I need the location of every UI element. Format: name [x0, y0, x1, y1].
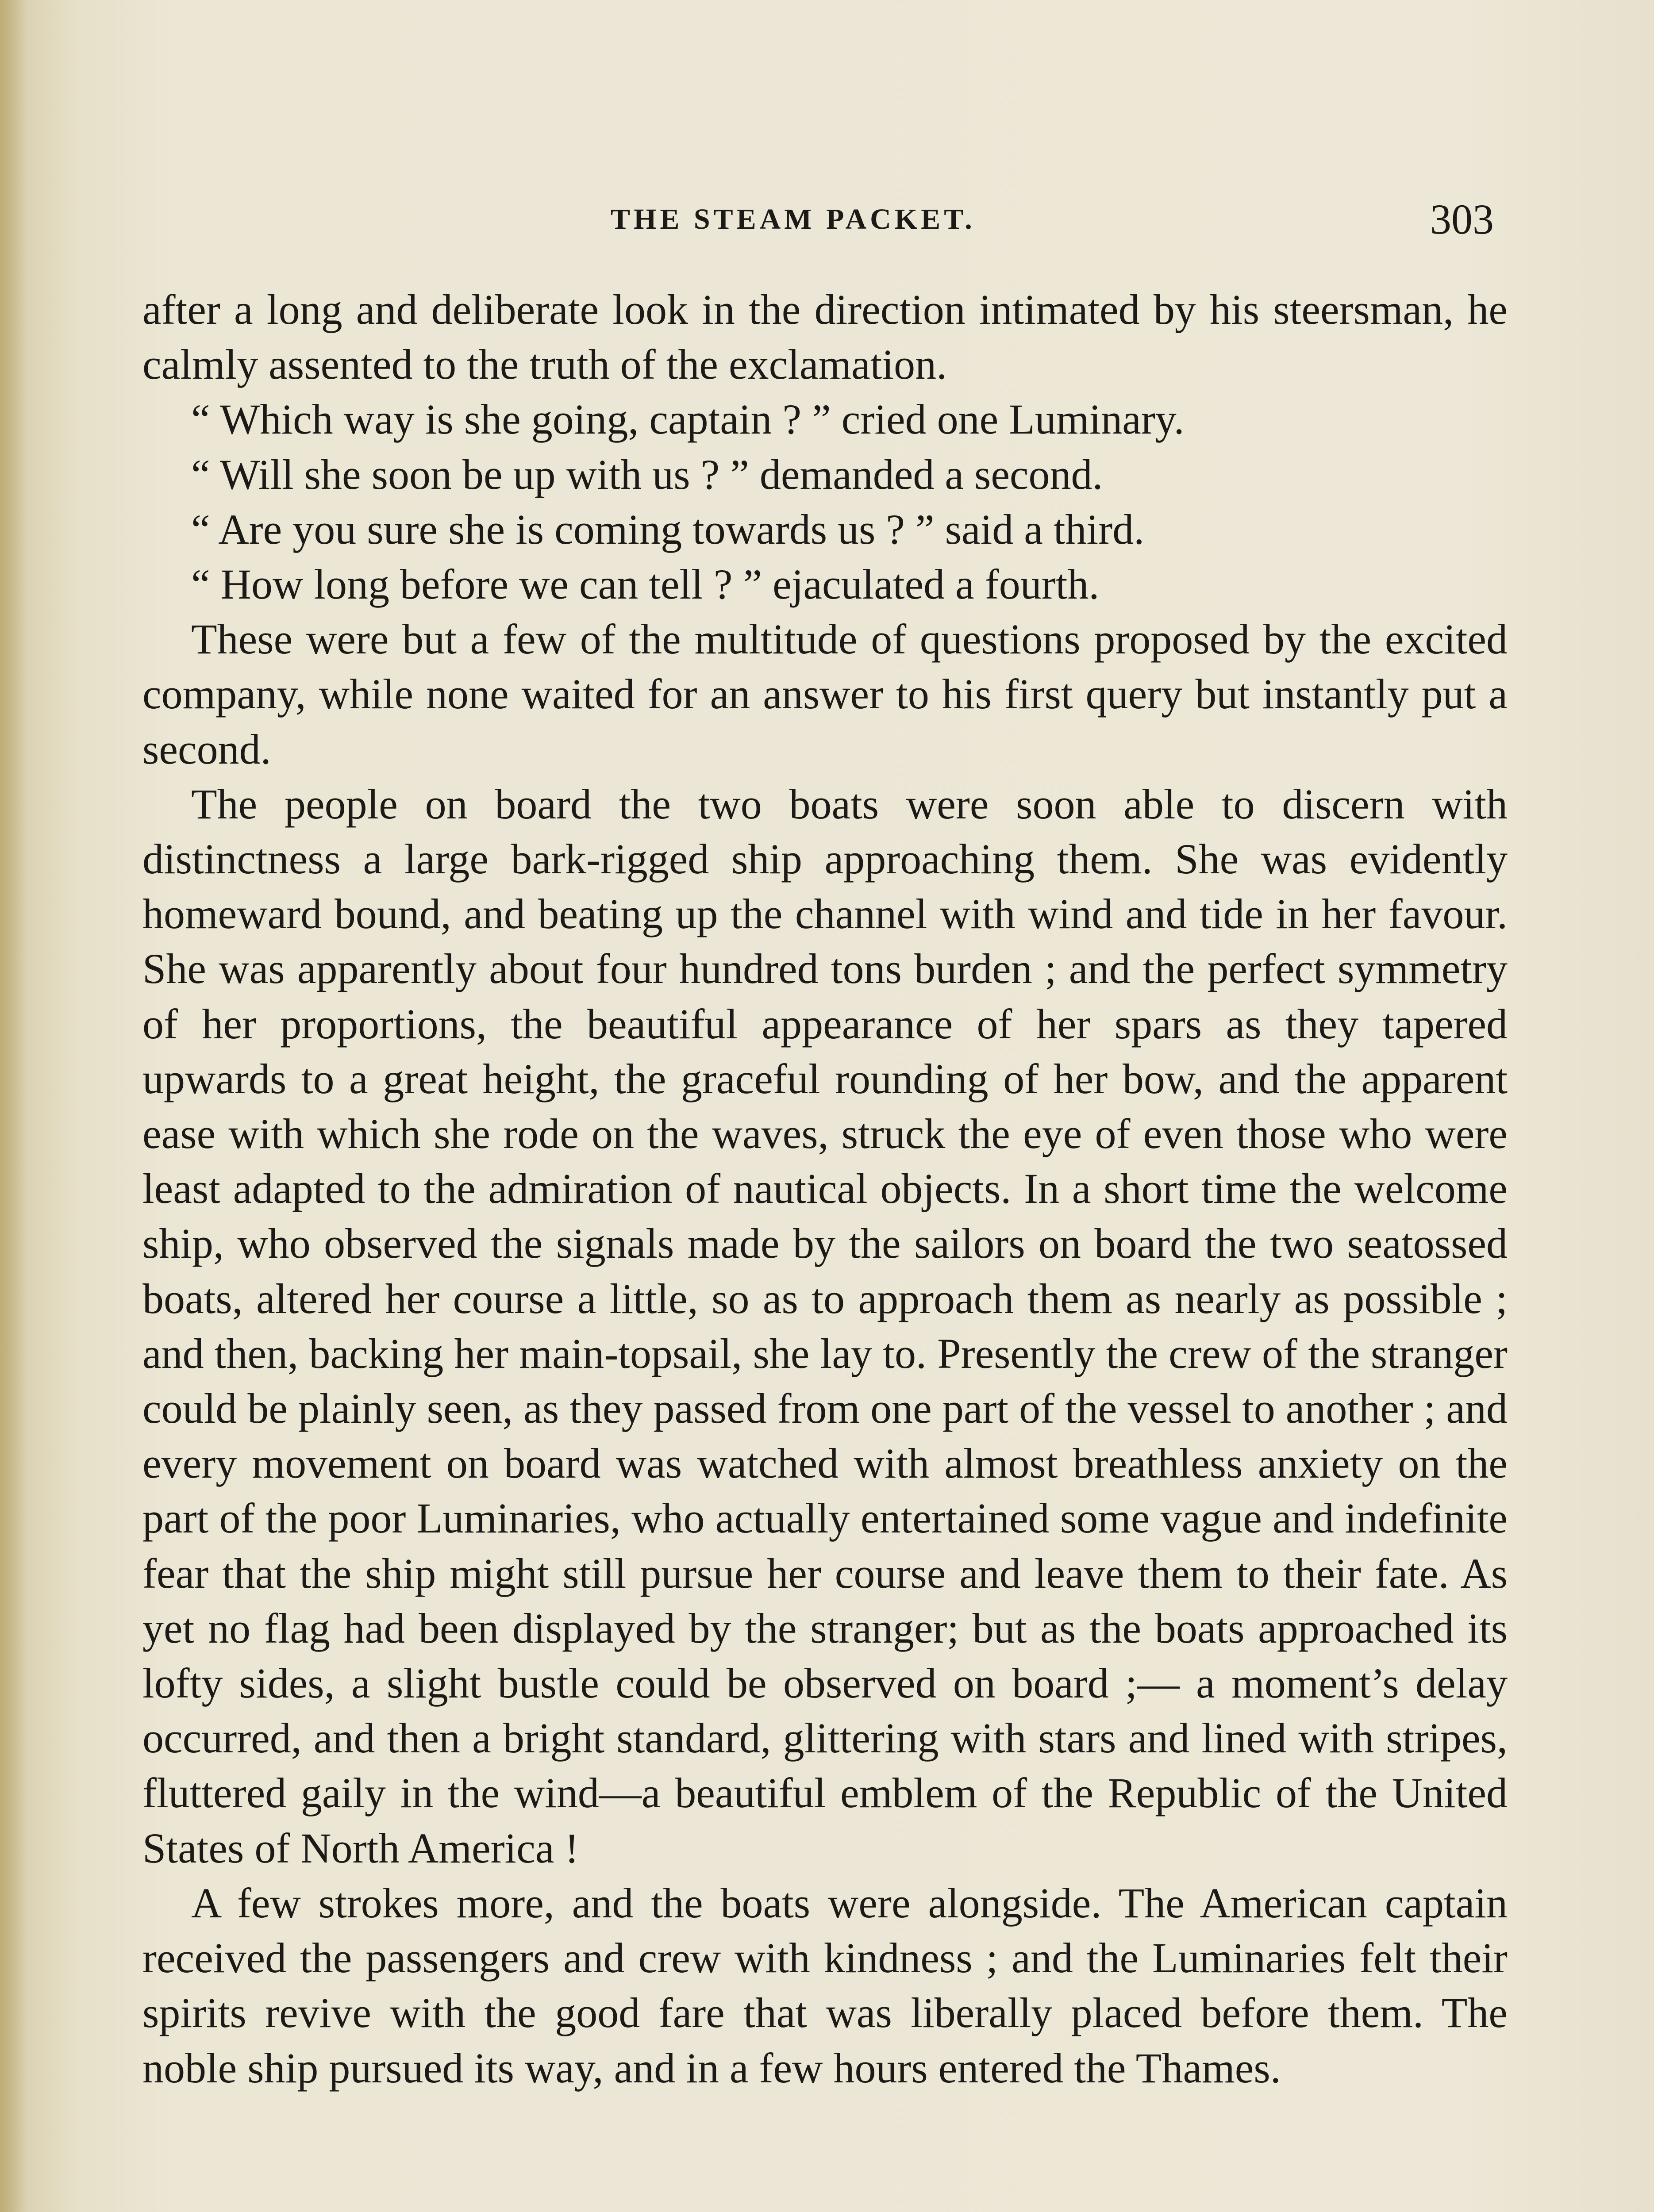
paragraph: These were but a few of the multitude of questions proposed by the excited company, while none waited for an answer to his first query but instantly put a second. [142, 615, 1508, 773]
page-number: 303 [1430, 196, 1494, 243]
paragraph: The people on board the two boats were soon able to discern with distinctness a large bark-rigged ship approaching them. She was evidently homeward bound, and beating up the channel with wind and tide in her favour. She was apparently about four hundred tons burden ; and the perfect symmetry of her proportions, the beautiful appearance of her spars as they tapered upwards to a great height, the graceful rounding of her bow, and the apparent ease with which she rode on the waves, struck the eye of even those who were least adapted to the admiration of nautical objects. In a short time the welcome ship, who observed the signals made by the sailors on board the two seatossed boats, altered her course a little, so as to approach them as nearly as possible ; and then, backing her main-topsail, she lay to. Presently the crew of the stranger could be plainly seen, as they passed from one part of the vessel to another ; and every movement on board was watched with almost breathless anxiety on the part of the poor Luminaries, who actually entertained some vague and indefinite fear that the ship might still pursue her course and leave them to their fate. As yet no flag had been displayed by the stranger; but as the boats approached its lofty sides, a slight bustle could be observed on board ;— a moment’s delay occurred, and then a bright standard, glittering with stars and lined with stripes, fluttered gaily in the wind—a beautiful emblem of the Republic of the United States of North America ! [142, 780, 1508, 1872]
spine-shadow [0, 0, 27, 2212]
paragraph: after a long and deliberate look in the direction intimated by his steersman, he calmly assented to the truth of the exclamation. [142, 286, 1508, 388]
paragraph: “ Will she soon be up with us ? ” demanded a second. [191, 450, 1103, 498]
page-header [0, 195, 1654, 243]
body-text [142, 282, 1508, 2096]
paragraph: A few strokes more, and the boats were alongside. The American captain received the passengers and crew with kindness ; and the Luminaries felt their spirits revive with the good fare that was liberally placed before them. The noble ship pursued its way, and in a few hours entered the Thames. [142, 1879, 1508, 2092]
running-title: THE STEAM PACKET. [611, 203, 976, 235]
paragraph: “ How long before we can tell ? ” ejaculated a fourth. [191, 561, 1100, 608]
paragraph: “ Are you sure she is coming towards us ? ” said a third. [191, 505, 1145, 553]
paragraph: “ Which way is she going, captain ? ” cried one Luminary. [191, 396, 1185, 443]
